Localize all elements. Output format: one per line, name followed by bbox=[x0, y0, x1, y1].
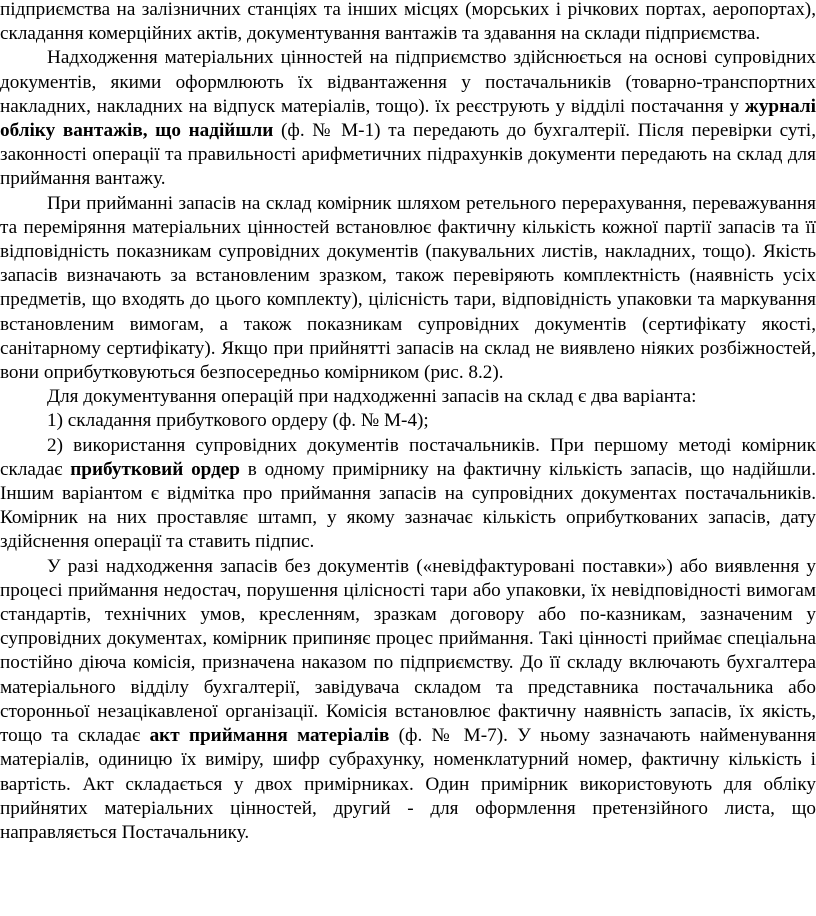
list-item-option-1: 1) складання прибуткового ордеру (ф. № М-4); bbox=[47, 410, 429, 432]
paragraph-text: Надходження матеріальних цінностей на підприємство здійснюється на основі супровідних документів, якими оформлюють їх відвантаження у постачальників (товарно-транспортних накладних, накладних на відпуск матеріалів, тощо). їх реєструють у відділі постачання у bbox=[0, 47, 816, 117]
paragraph-text: У разі надходження запасів без документів («невідфактуровані поставки») або виявлення у процесі приймання недостач, порушення цілісності тари або упаковки, їх невідповідності вимогам стандартів, технічних умов, кресленням, зразкам договору або по-казникам, зазначеним у супровідних документах, комірник припиняє процес приймання. Такі цінності приймає спеціальна постійно діюча комісія, призначена наказом по підприємству. До її складу включають бухгалтера матеріального відділу бухгалтерії, завідувача складом та представника постачальника або сторонньої незацікавленої організації. Комісія встановлює фактичну наявність запасів, їх якість, тощо та складає bbox=[0, 555, 816, 747]
paragraph-text: (ф. № М-1) та передають до бухгалтерії. Після перевірки суті, законності операції та правильності арифметичних підрахунків документи передають на склад для приймання вантажу. bbox=[0, 120, 816, 190]
paragraph-documenting-options: Для документування операцій при надходженні запасів на склад є два варіанта: bbox=[47, 386, 697, 408]
list-item-option-2 bbox=[0, 434, 816, 555]
paragraph-text: (ф. № М-7). У ньому зазначають найменування матеріалів, одиницю їх виміру, шифр субрахунку, номенклатурний номер, фактичну кількість і вартість. Акт складається у двох примірниках. Один примірник використовують для обліку прийнятих матеріальних цінностей, другий - для оформлення претензійного листа, що направляється Постачальнику. bbox=[0, 725, 816, 843]
paragraph-text: в одному примірнику на фактичну кількість запасів, що надійшли. Іншим варіантом є відмітка про приймання запасів на супровідних документах постачальників. Комірник на них проставляє штамп, у якому зазначає кількість оприбуткованих запасів, дату здійснення операції та ставить підпис. bbox=[0, 458, 816, 553]
bold-term-cargo-journal: журналі обліку вантажів, що надійшли bbox=[0, 95, 816, 142]
bold-term-receipt-order: прибутковий ордер bbox=[70, 458, 240, 480]
paragraph-commission-acceptance bbox=[0, 555, 816, 845]
paragraph-acceptance-procedure: При прийманні запасів на склад комірник шляхом ретельного перерахування, переважування та переміряння матеріальних цінностей встановлює фактичну кількість кожної партії запасів та її відповідність показникам супровідних документів (пакувальних листів, накладних, тощо). Якість запасів визначають за встановленим зразком, також перевіряють комплектність (наявність усіх предметів, що входять до цього комплекту), цілісність тари, відповідність упаковки та маркування встановленим вимогам, а також показникам супровідних документів (сертифікату якості, санітарному сертифікату). Якщо при прийнятті запасів на склад не виявлено ніяких розбіжностей, вони оприбутковуються безпосередньо комірником (рис. 8.2). bbox=[0, 192, 816, 384]
bold-term-acceptance-act: акт приймання матеріалів bbox=[149, 725, 390, 747]
paragraph-incoming-documents bbox=[0, 46, 816, 191]
paragraph-text: 2) використання супровідних документів постачальників. При першому методі комірник складає bbox=[0, 434, 816, 480]
paragraph-continuation: підприємства на залізничних станціях та інших місцях (морських і річкових портах, аеропортах), складання комерційних актів, документування вантажів та здавання на склади підприємства. bbox=[0, 0, 816, 45]
